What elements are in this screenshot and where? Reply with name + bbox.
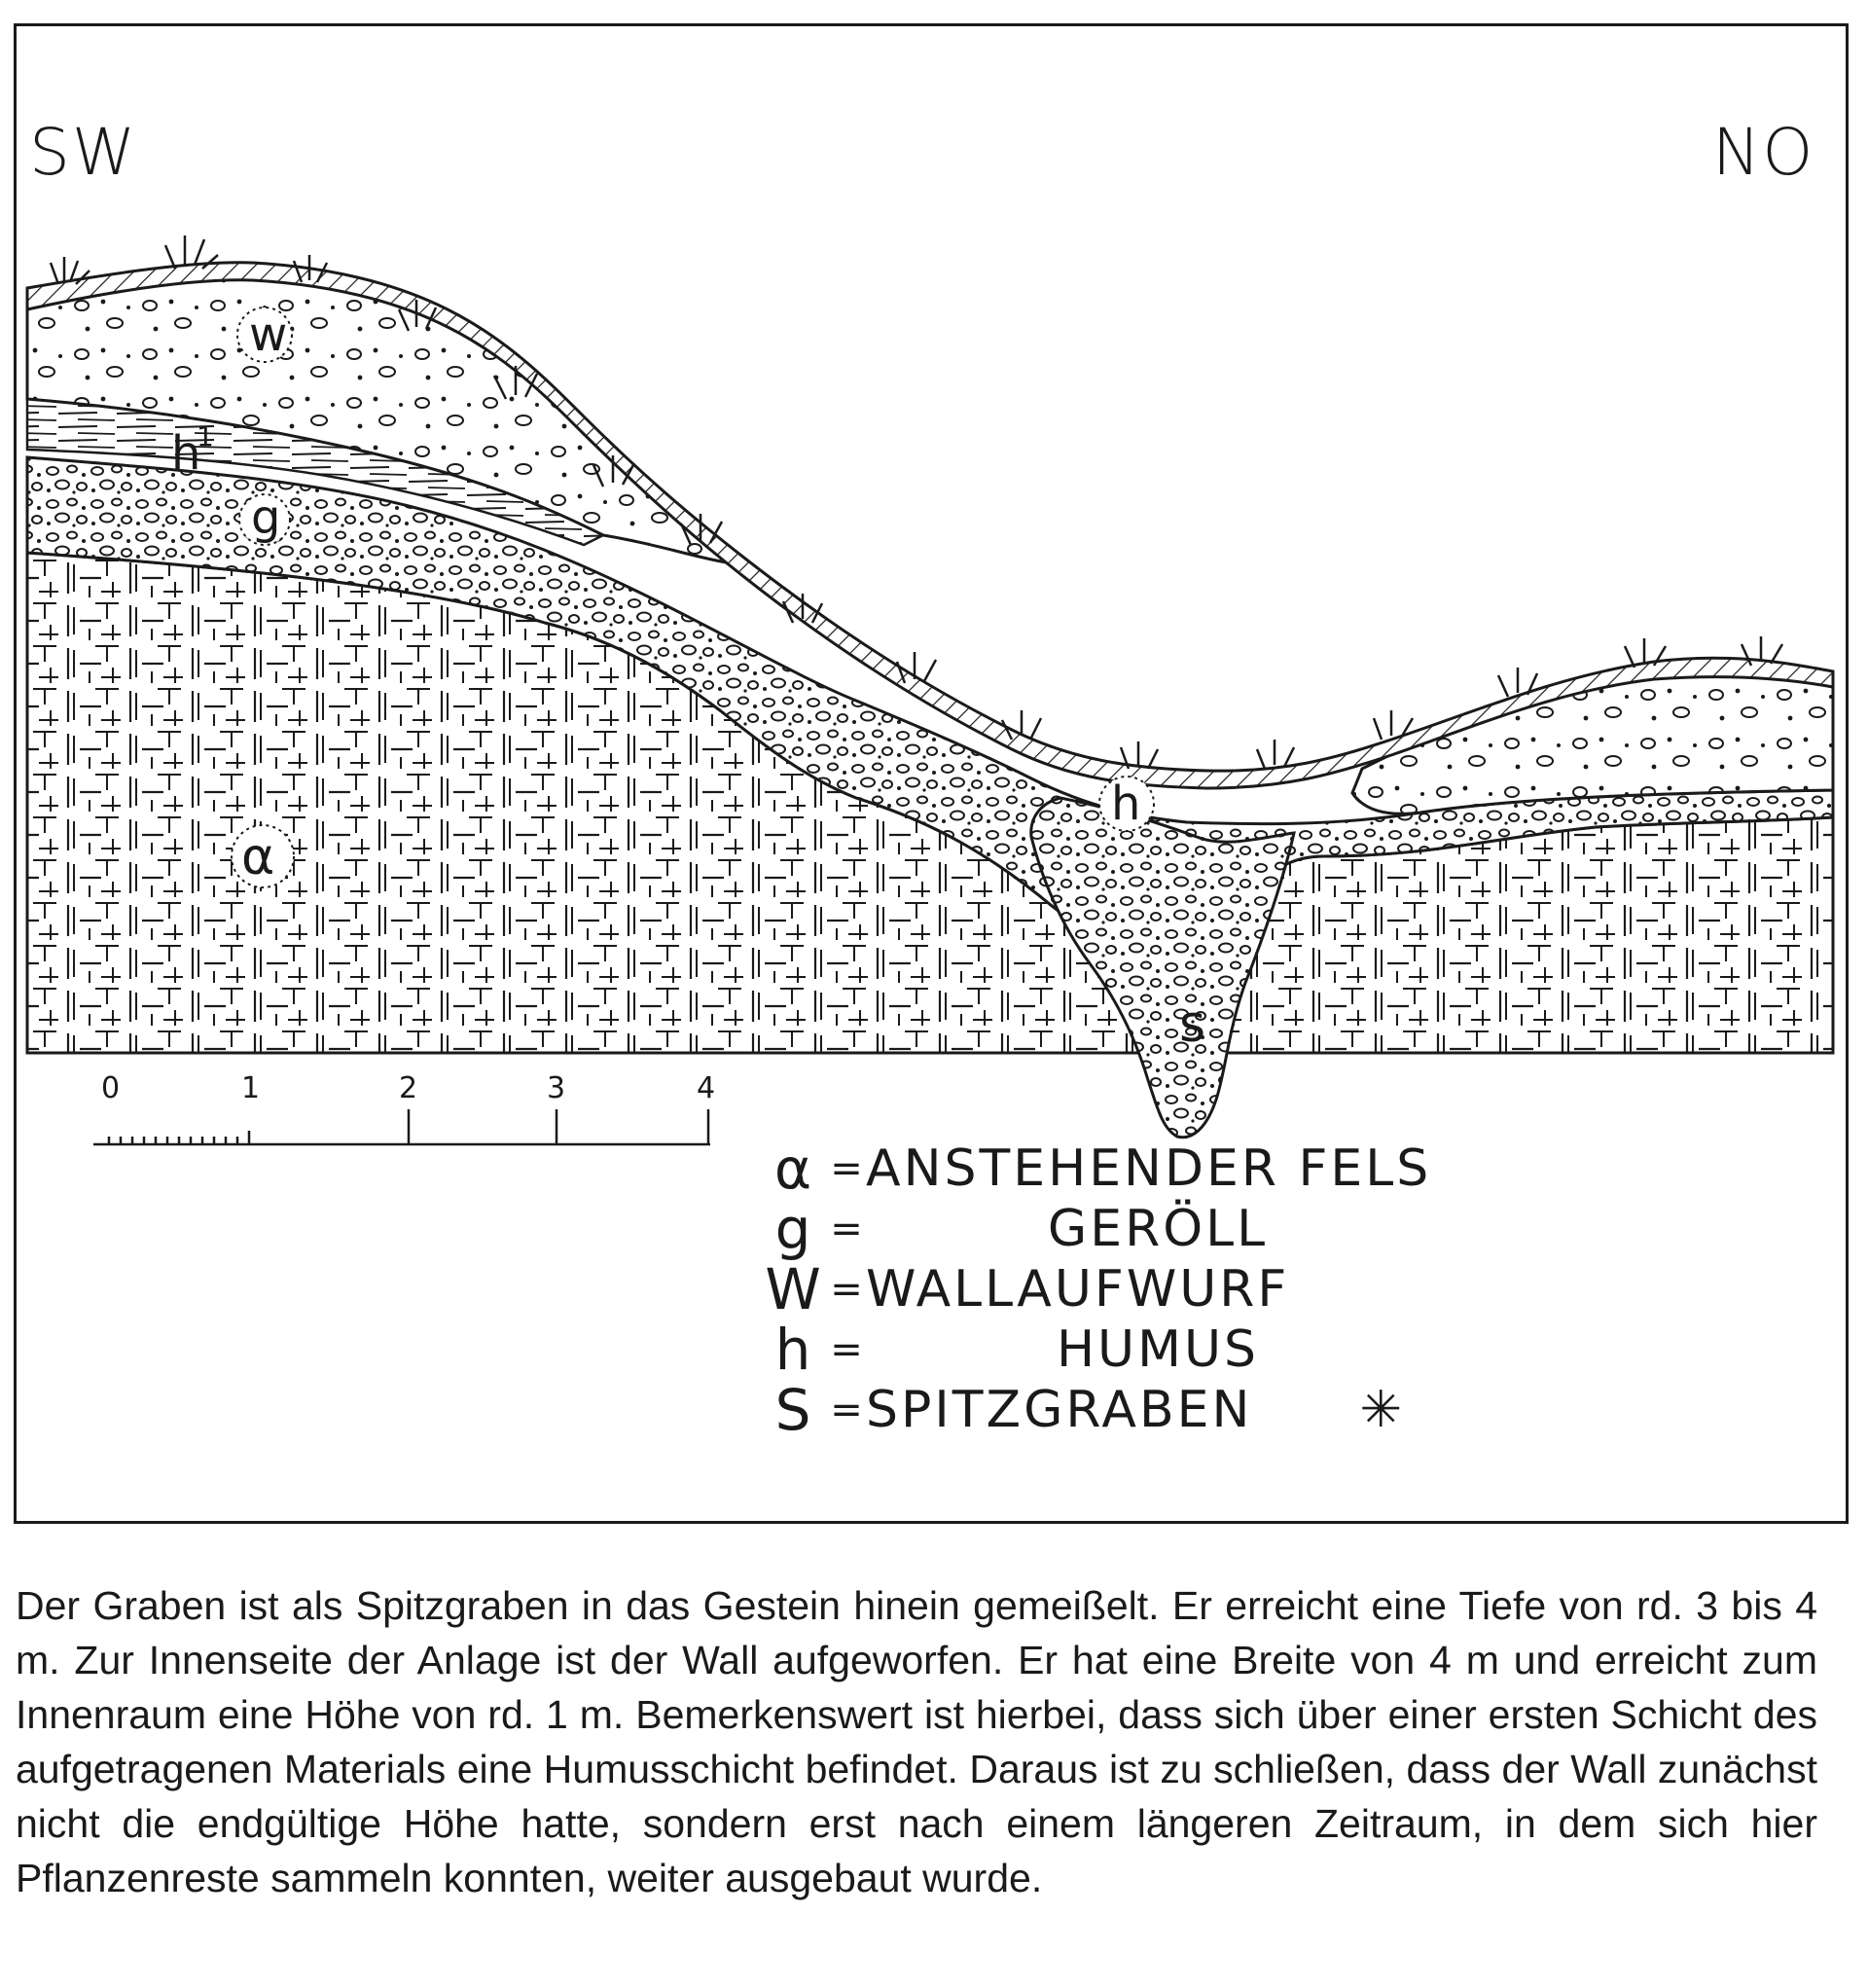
humus-layer-label: h [1111, 777, 1141, 831]
legend-equals: = [830, 1267, 863, 1312]
legend [759, 1136, 1634, 1443]
scale-bar [93, 1109, 710, 1144]
legend-label: SPITZGRABEN [866, 1381, 1253, 1439]
legend-symbol: g [774, 1196, 811, 1262]
gravel-layer-label: g [251, 490, 281, 545]
legend-symbol: h [774, 1317, 811, 1383]
legend-symbol: α [773, 1136, 812, 1202]
legend-row-gravel [759, 1196, 1634, 1262]
rock-layer-label: α [241, 828, 275, 886]
scale-tick-4: 4 [697, 1071, 716, 1105]
legend-equals: = [830, 1388, 863, 1432]
scale-tick-0: 0 [101, 1071, 121, 1105]
direction-label-southwest: SW [29, 115, 138, 190]
legend-row-wall [759, 1256, 1634, 1322]
legend-symbol: S [774, 1377, 811, 1443]
legend-row-humus [759, 1317, 1634, 1383]
legend-label: ANSTEHENDER FELS [866, 1139, 1432, 1198]
legend-equals: = [830, 1207, 863, 1251]
legend-row-ditch [759, 1377, 1634, 1443]
scale-tick-3: 3 [547, 1071, 566, 1105]
figure-caption: Der Graben ist als Spitzgraben in das Gestein hinein gemeißelt. Er erreicht eine Tiefe von rd. 3 bis 4 m. Zur Innenseite der Anlage ist der Wall aufgeworfen. Er hat eine Breite von 4 m und erreicht zum Innenraum eine Höhe von rd. 1 m. Bemerkenswert ist hierbei, dass sich über einer ersten Schicht des aufgetragenen Materials eine Humusschicht befindet. Daraus ist zu schließen, dass der Wall zunächst nicht die endgültige Höhe hatte, sondern erst nach einem längeren Zeitraum, in dem sich hier Pflanzenreste sammeln konnten, weiter ausgebaut wurde. [16, 1583, 1817, 1900]
scale-tick-1: 1 [241, 1071, 261, 1105]
legend-row-rock [759, 1136, 1634, 1202]
buried-humus-label-sup: 1 [197, 420, 214, 452]
legend-symbol: W [765, 1256, 821, 1322]
legend-equals: = [830, 1327, 863, 1372]
ditch-layer-label: s [1179, 995, 1206, 1054]
legend-label: GERÖLL [1047, 1200, 1269, 1258]
legend-label: HUMUS [1056, 1320, 1260, 1379]
direction-label-northeast: NO [1712, 115, 1815, 190]
asterisk-marker-icon: ✳ [1359, 1381, 1402, 1439]
wall-layer-label: w [249, 307, 288, 362]
legend-label: WALLAUFWURF [866, 1260, 1290, 1319]
buried-humus-label: h [171, 426, 201, 481]
legend-equals: = [830, 1146, 863, 1191]
scale-tick-2: 2 [399, 1071, 418, 1105]
